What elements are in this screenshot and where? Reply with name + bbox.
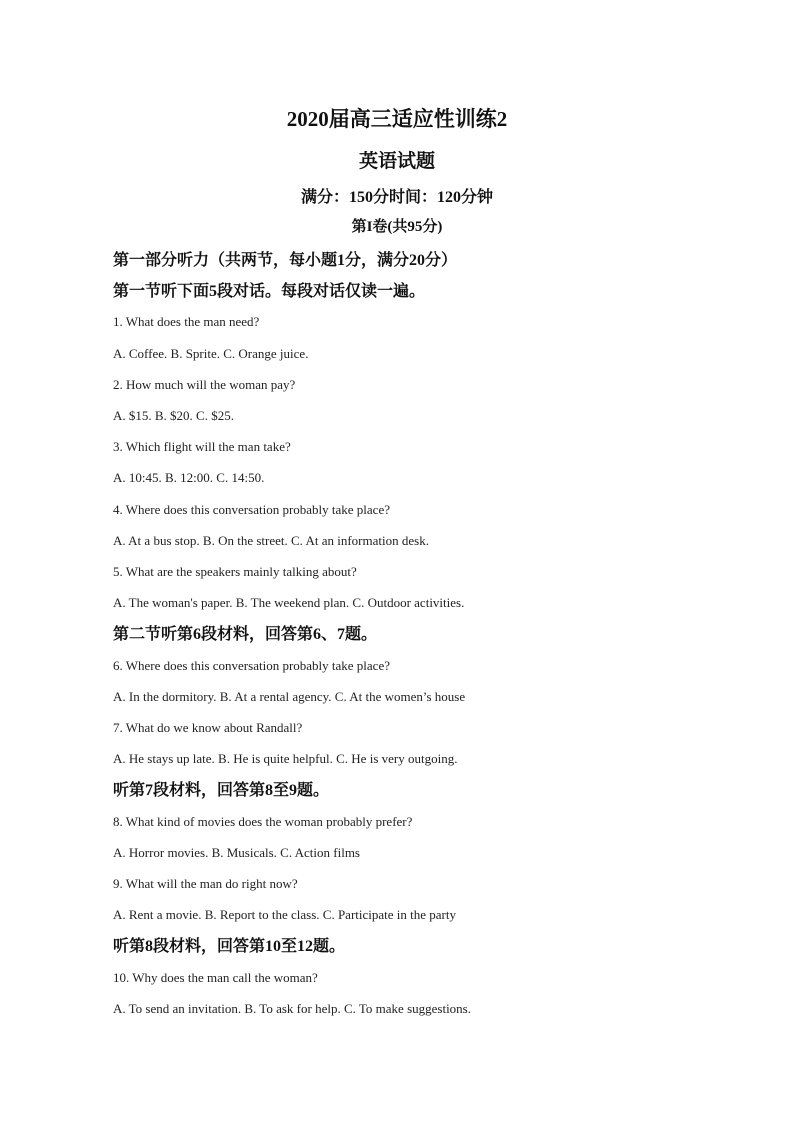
question-line: A. The woman's paper. B. The weekend plan. C. Outdoor activities. (113, 595, 465, 611)
section-heading: 第一节听下面5段对话。每段对话仅读一遍。 (113, 283, 426, 301)
score-time-line: 满分：150分时间：120分钟 (300, 189, 493, 206)
section-heading: 第一部分听力（共两节，每小题1分，满分20分） (113, 252, 458, 269)
question-line: A. 10:45. B. 12:00. C. 14:50. (113, 470, 265, 486)
question-line: A. $15. B. $20. C. $25. (113, 408, 234, 423)
question-line: A. He stays up late. B. He is quite helpful. C. He is very outgoing. (113, 751, 458, 767)
section-heading: 听第7段材料，回答第8至9题。 (113, 782, 330, 800)
exam-subtitle: 英语试题 (358, 151, 435, 172)
question-line: 7. What do we know about Randall? (113, 720, 303, 735)
question-line: A. Horror movies. B. Musicals. C. Action films (113, 844, 360, 860)
question-line: 5. What are the speakers mainly talking about? (113, 564, 357, 579)
question-line: 2. How much will the woman pay? (113, 376, 296, 392)
question-line: 9. What will the man do right now? (113, 876, 298, 891)
question-line: 8. What kind of movies does the woman probably prefer? (113, 813, 413, 829)
question-line: A. In the dormitory. B. At a rental agency. C. At the women’s house (113, 688, 466, 704)
section-heading: 听第8段材料，回答第10至12题。 (113, 938, 346, 956)
volume-label: 第I卷(共95分) (351, 219, 443, 235)
question-line: A. At a bus stop. B. On the street. C. At an information desk. (113, 532, 429, 548)
question-line: A. Coffee. B. Sprite. C. Orange juice. (113, 345, 309, 361)
question-line: A. Rent a movie. B. Report to the class. C. Participate in the party (113, 907, 456, 923)
question-line: 4. Where does this conversation probably take place? (113, 501, 390, 517)
section-heading: 第二节听第6段材料，回答第6、7题。 (113, 626, 378, 644)
question-line: 3. Which flight will the man take? (113, 439, 291, 455)
question-line: 6. Where does this conversation probably take place? (113, 657, 390, 673)
question-line: 10. Why does the man call the woman? (113, 969, 318, 985)
exam-title: 2020届高三适应性训练2 (286, 107, 508, 131)
question-line: 1. What does the man need? (113, 314, 260, 330)
question-line: A. To send an invitation. B. To ask for help. C. To make suggestions. (113, 1000, 471, 1016)
